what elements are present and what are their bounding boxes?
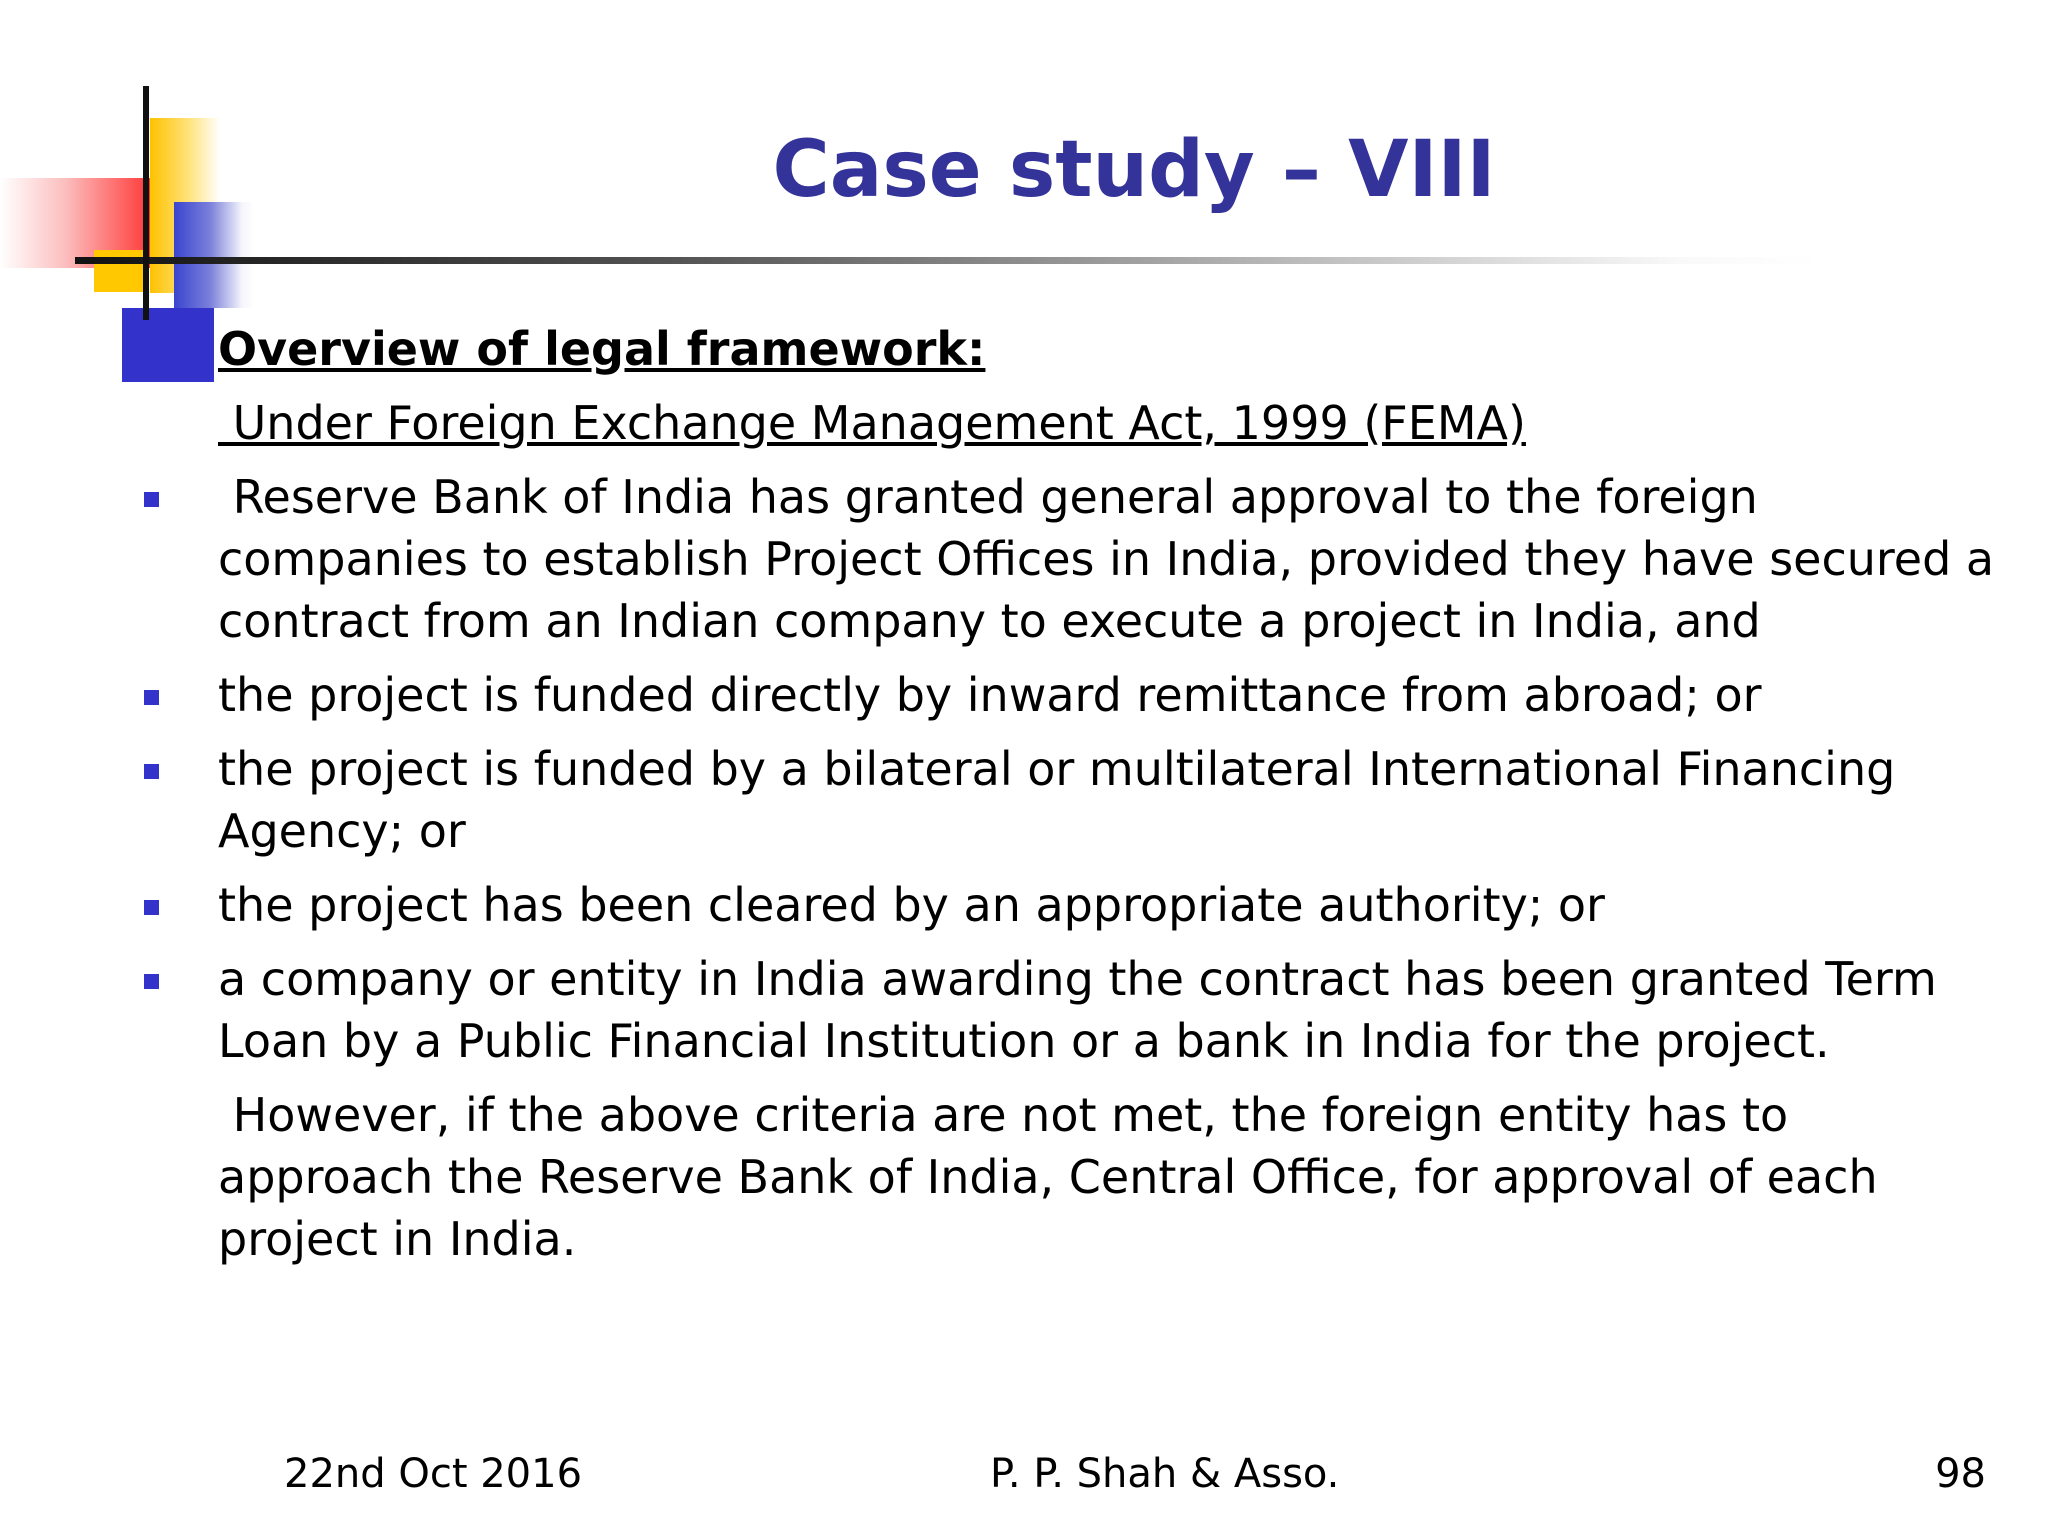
footer-author: P. P. Shah & Asso.	[990, 1451, 1340, 1497]
section-subheading: Under Foreign Exchange Management Act, 1999 (FEMA)	[218, 396, 1526, 450]
square-bullet-icon	[144, 492, 159, 507]
bullet-list	[218, 466, 2009, 1072]
list-item-text: a company or entity in India awarding the contract has been granted Term Loan by a Public Financial Institution or a bank in India for the project.	[218, 952, 1937, 1068]
list-item-text: Reserve Bank of India has granted general approval to the foreign companies to establish Project Offices in India, provided they have secured a contract from an Indian company to execute a project in India, and	[218, 470, 2009, 648]
square-bullet-icon	[144, 974, 159, 989]
slide-body	[218, 318, 2009, 1270]
decorative-vertical-rule	[143, 86, 149, 320]
decorative-blue-gradient-block	[174, 202, 254, 308]
list-item	[218, 466, 2009, 652]
slide-title: Case study – VIII	[772, 125, 1496, 215]
list-item	[218, 874, 1998, 936]
square-bullet-icon	[144, 690, 159, 705]
title-underline-rule	[75, 257, 1820, 264]
square-bullet-icon	[144, 764, 159, 779]
list-item-text: the project is funded by a bilateral or multilateral International Financing Agency; or	[218, 742, 1896, 858]
list-item-text: the project is funded directly by inward remittance from abroad; or	[218, 668, 1762, 722]
list-item	[218, 948, 1998, 1072]
page-number: 98	[1935, 1451, 1986, 1497]
decorative-blue-square	[122, 308, 214, 382]
list-item	[218, 738, 1998, 862]
footer-date: 22nd Oct 2016	[284, 1451, 583, 1497]
square-bullet-icon	[144, 900, 159, 915]
section-heading: Overview of legal framework:	[218, 322, 986, 376]
list-item-text: the project has been cleared by an appropriate authority; or	[218, 878, 1605, 932]
closing-paragraph: However, if the above criteria are not met, the foreign entity has to approach the Reserve Bank of India, Central Office, for approval of each project in India.	[218, 1088, 1893, 1266]
list-item	[218, 664, 1998, 726]
